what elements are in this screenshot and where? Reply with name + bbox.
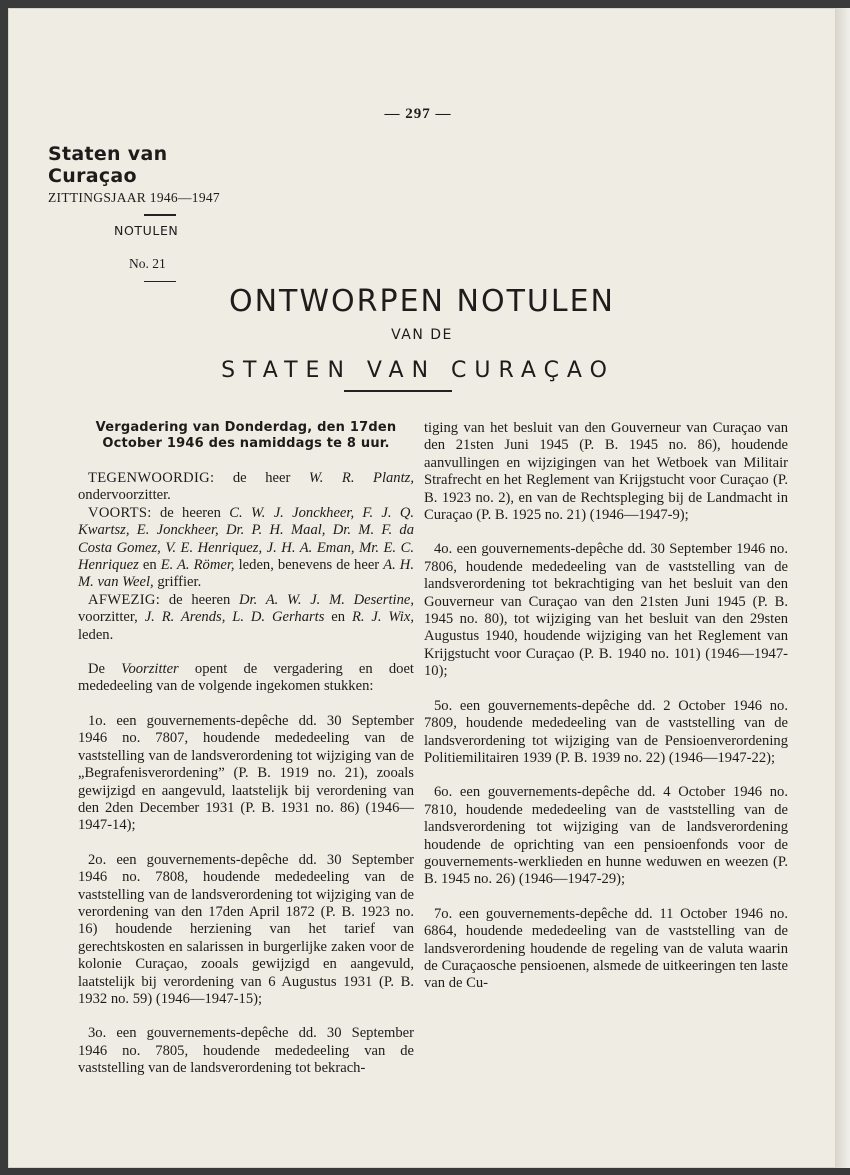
present-name: W. R. Plantz, xyxy=(308,470,414,486)
further-names: C. W. J. Jonckheer, F. J. Q. Kwartsz, E. Jonckheer, Dr. P. H. Maal, Dr. M. F. da Costa Gomez, V. E. Henriquez, J. H. A. Eman, Mr. E. C. Henriquez xyxy=(78,504,415,574)
item-3-start: 3o. een gouvernements-depêche dd. 30 September 1946 no. 7805, houdende mededeeling van de vaststelling van de landsverordening tot bekrach- xyxy=(78,1025,414,1077)
staten-title-underline xyxy=(344,390,452,392)
masthead xyxy=(48,143,248,282)
masthead-number: No. 21 xyxy=(129,255,166,271)
item-7: 7o. een gouvernements-depêche dd. 11 October 1946 no. 6864, houdende mededeeling van de vaststelling van de landsverordening houdende de regeling van de valuta waarin de Curaçaosche pensioenen, alsmede de uitkeeringen ten laste van de Cu- xyxy=(424,905,788,992)
opening-name: Voorzitter xyxy=(121,661,179,678)
document-page xyxy=(8,8,836,1168)
item-3-end: tiging van het besluit van den Gouverneur van Curaçao van den 21sten Juni 1945 (P. B. 1945 no. 86), houdende aanvullingen en wijzigingen van het Wetboek van Militair Strafrecht en het Reglement van Krijgstucht voor Curaçao (P. B. 1923 no. 2), en van de Rechtspleging bij de Landmacht in Curaçao (P. B. 1925 no. 21) (1946—1947-9); xyxy=(424,420,788,524)
opening-text: opent de vergadering en doet mededeeling van de volgende ingekomen stukken: xyxy=(78,661,414,695)
opening-paragraph xyxy=(78,661,414,696)
item-4: 4o. een gouvernements-depêche dd. 30 September 1946 no. 7806, houdende mededeeling van de vaststelling van de landsverordening tot bekrachtiging van het besluit van den Gouverneur van Curaçao van den 21sten Juni 1945 (P. B. 1945 no. 80), tot wijziging van het besluit van den 29sten Augustus 1940, houdende wijziging van het Reglement van Krijgstucht voor Curaçao (P. B. 1940 no. 101) (1946—1947-10); xyxy=(424,541,788,680)
masthead-title: Staten van Curaçao xyxy=(48,143,168,187)
masthead-divider-bottom xyxy=(144,281,176,283)
present-label: TEGENWOORDIG: xyxy=(88,470,215,486)
further-clerk: A. H. M. van Weel, xyxy=(78,557,414,591)
further-text: de heeren xyxy=(159,504,221,521)
absent-text: de heeren xyxy=(168,591,231,608)
further-label: VOORTS: xyxy=(88,504,152,521)
absent-label: AFWEZIG: xyxy=(88,591,161,608)
absent-names3: R. J. Wix, xyxy=(351,609,414,626)
item-2: 2o. een gouvernements-depêche dd. 30 September 1946 no. 7808, houdende mededeeling van de vaststelling van de landsverordening tot wijziging van de verordening van den 17den April 1872 (P. B. 1923 no. 16) houdende herziening van het tarief van gerechtskosten en salarissen in burgerlijke zaken voor de kolonie Curaçao, zooals gewijzigd en aangevuld, laatstelijk bij verordening van 6 Augustus 1931 (P. B. 1932 no. 59) (1946—1947-15); xyxy=(78,851,414,1007)
main-title: ONTWORPEN NOTULEN xyxy=(229,284,615,319)
absent-names: Dr. A. W. J. M. Desertine, xyxy=(239,591,414,608)
present-text: de heer xyxy=(232,470,291,486)
further-members: leden, benevens de heer xyxy=(238,557,380,574)
further-names2: E. A. Römer, xyxy=(160,557,235,574)
further-and: en xyxy=(142,557,157,574)
attendance-present xyxy=(78,470,414,505)
present-role: ondervoorzitter. xyxy=(78,487,171,504)
attendance-further xyxy=(78,505,414,592)
absent-and: en xyxy=(331,609,346,626)
right-column xyxy=(424,420,788,993)
masthead-session-year: ZITTINGSJAAR 1946—1947 xyxy=(48,190,220,205)
sub-title: VAN DE xyxy=(391,327,453,343)
further-clerk-role: griffier. xyxy=(157,574,202,591)
staten-title: STATEN VAN CURAÇAO xyxy=(221,358,615,383)
item-5: 5o. een gouvernements-depêche dd. 2 October 1946 no. 7809, houdende mededeeling van de vaststelling van de landsverordening tot wijziging van de Pensioenverordening Politiemilitairen 1939 (P. B. 1939 no. 22) (1946—1947-22); xyxy=(424,697,788,766)
opening-pre: De xyxy=(88,661,106,678)
page-number: — 297 — xyxy=(384,106,452,122)
masthead-section: NOTULEN xyxy=(114,222,179,238)
item-6: 6o. een gouvernements-depêche dd. 4 October 1946 no. 7810, houdende mededeeling van de vaststelling van de landsverordening tot wijziging van de landsverordening houdende de oprichting van een pensioenfonds voor de gouvernements-werklieden en hunne weduwen en weezen (P. B. 1945 no. 26) (1946—1947-29); xyxy=(424,784,788,888)
attendance-absent xyxy=(78,592,414,644)
absent-names2: J. R. Arends, L. D. Gerharts xyxy=(144,609,325,626)
item-1: 1o. een gouvernements-depêche dd. 30 September 1946 no. 7807, houdende mededeeling van de vaststelling van de landsverordening tot wijziging van de „Begrafenisverordening” (P. B. 1919 no. 21), zooals gewijzigd en aangevuld, laatstelijk bij verordening van den 2den December 1931 (P. B. 1931 no. 86) (1946—1947-14); xyxy=(78,712,414,834)
page-edge xyxy=(836,8,850,1168)
session-heading: Vergadering van Donderdag, den 17den October 1946 des namiddags te 8 uur. xyxy=(95,420,397,451)
left-column xyxy=(78,420,414,1078)
absent-role: voorzitter, xyxy=(78,609,138,626)
masthead-divider xyxy=(144,214,176,216)
absent-role2: leden. xyxy=(78,626,114,643)
